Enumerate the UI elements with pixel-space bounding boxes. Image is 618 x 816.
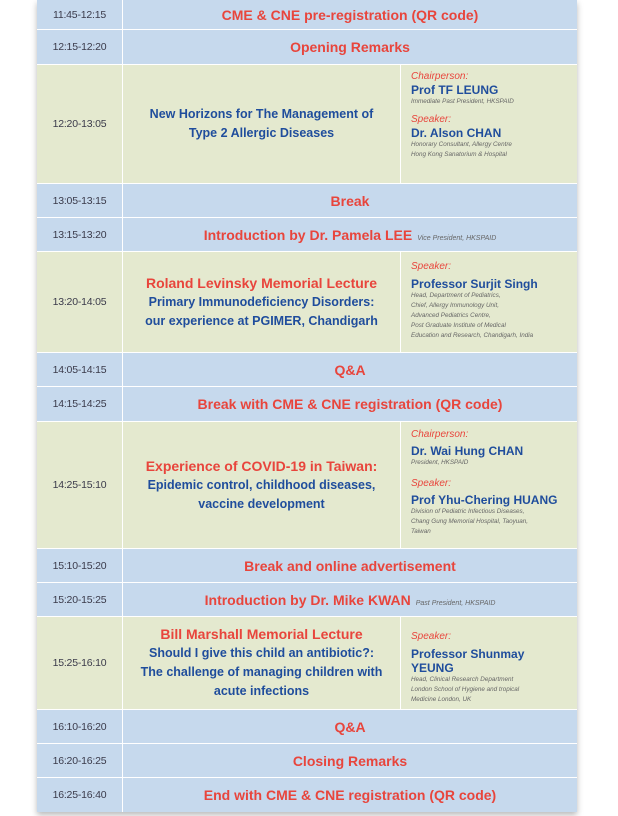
schedule-row [37, 583, 577, 616]
schedule-row [37, 778, 577, 812]
time-cell: 16:20-16:25 [52, 754, 107, 767]
speaker-label: Speaker: [411, 478, 452, 489]
lecture-name: Bill Marshall Memorial Lecture [160, 626, 363, 642]
people-info [401, 65, 577, 183]
time-cell: 15:25-16:10 [52, 657, 107, 669]
time-cell: 15:20-15:25 [52, 593, 107, 606]
session-title: Opening Remarks [290, 39, 410, 55]
chair-label: Chairperson: [411, 429, 469, 440]
time-cell: 16:25-16:40 [52, 789, 107, 801]
speaker-name: Prof Yhu-Chering HUANG [411, 493, 558, 507]
intro-subtitle: Vice President, HKSPAID [417, 235, 497, 242]
time-cell: 11:45-12:15 [52, 8, 107, 21]
schedule-row [37, 617, 577, 709]
time-cell: 12:15-12:20 [52, 41, 107, 53]
speaker-desc: Head, Department of Pediatrics, [411, 292, 501, 299]
time-cell: 15:10-15:20 [52, 559, 107, 572]
chair-desc: President, HKSPAID [411, 459, 469, 466]
people-info [401, 422, 577, 548]
speaker-desc: Education and Research, Chandigarh, India [411, 332, 534, 339]
chair-name: Prof TF LEUNG [411, 83, 499, 97]
speaker-name: Professor Surjit Singh [411, 277, 538, 291]
speaker-label: Speaker: [411, 631, 452, 642]
session-title: Break with CME & CNE registration (QR code) [197, 396, 503, 412]
session-title: Closing Remarks [292, 752, 408, 769]
schedule-row [37, 0, 577, 29]
speaker-name: Professor Shunmay YEUNG [411, 647, 525, 675]
speaker-desc: Division of Pediatric Infectious Diseases, [411, 508, 525, 515]
time-cell: 14:15-14:25 [52, 398, 107, 410]
speaker-desc: Honorary Consultant, Allergy Centre [411, 141, 512, 148]
speaker-label: Speaker: [411, 114, 452, 125]
title-line: Primary Immunodeficiency Disorders: [148, 294, 375, 309]
intro-text: Introduction by Dr. Pamela LEE [203, 226, 413, 243]
intro-text: Introduction by Dr. Mike KWAN [204, 591, 411, 608]
session-title: Q&A [334, 718, 366, 735]
session-title [123, 65, 400, 183]
chair-name: Dr. Wai Hung CHAN [411, 444, 524, 458]
session-title: End with CME & CNE registration (QR code) [203, 787, 497, 803]
time-cell: 14:05-14:15 [52, 363, 107, 376]
schedule-row [37, 549, 577, 582]
session-title: Break and online advertisement [244, 557, 456, 574]
time-cell: 16:10-16:20 [52, 720, 107, 733]
people-info [401, 252, 577, 352]
title-line: Should I give this child an antibiotic?: [148, 646, 374, 660]
title-line: Epidemic control, childhood diseases, [147, 477, 376, 492]
schedule-row [37, 744, 577, 777]
lecture-name: Experience of COVID-19 in Taiwan: [145, 457, 378, 474]
chair-label: Chairperson: [411, 71, 469, 82]
speaker-desc: Taiwan [411, 528, 431, 535]
session-title: Break [330, 192, 370, 209]
schedule-row [37, 353, 577, 386]
session-title: CME & CNE pre-registration (QR code) [221, 6, 479, 23]
session-title [123, 218, 577, 251]
speaker-name: Dr. Alson CHAN [411, 126, 502, 140]
speaker-desc: Post Graduate Institute of Medical [411, 322, 506, 329]
schedule-row [37, 218, 577, 251]
schedule-row [37, 184, 577, 217]
schedule-row [37, 387, 577, 421]
speaker-desc: Advanced Pediatrics Centre, [411, 312, 491, 319]
title-line: vaccine development [198, 496, 325, 511]
speaker-desc: Hong Kong Sanatorium & Hospital [411, 151, 507, 158]
speaker-desc: Head, Clinical Research Department [411, 676, 514, 683]
time-cell: 12:20-13:05 [52, 118, 107, 130]
programme-table [37, 0, 577, 812]
session-title [123, 252, 400, 352]
speaker-desc: Medicine London, UK [411, 696, 472, 703]
chair-desc: Immediate Past President, HKSPAID [411, 98, 514, 105]
session-title [123, 583, 577, 616]
schedule-row [37, 65, 577, 183]
speaker-desc: London School of Hygiene and tropical [411, 686, 520, 693]
session-title: Q&A [334, 361, 366, 378]
session-title [123, 617, 400, 709]
title-line: our experience at PGIMER, Chandigarh [145, 313, 378, 328]
title-line: Type 2 Allergic Diseases [188, 126, 335, 140]
speaker-label: Speaker: [411, 261, 452, 272]
speaker-desc: Chang Gung Memorial Hospital, Taoyuan, [411, 518, 529, 525]
schedule-row [37, 252, 577, 352]
speaker-desc: Chief, Allergy Immunology Unit, [411, 302, 499, 309]
schedule-row [37, 422, 577, 548]
lecture-name: Roland Levinsky Memorial Lecture [145, 274, 378, 291]
people-info [401, 617, 577, 709]
time-cell: 13:05-13:15 [52, 194, 107, 207]
time-cell: 14:25-15:10 [52, 479, 107, 491]
time-cell: 13:15-13:20 [52, 228, 107, 241]
schedule-row [37, 710, 577, 743]
title-line: acute infections [213, 684, 310, 698]
title-line: The challenge of managing children with [140, 665, 383, 679]
schedule-row [37, 30, 577, 64]
time-cell: 13:20-14:05 [52, 296, 107, 308]
title-line: New Horizons for The Management of [149, 107, 374, 121]
intro-subtitle: Past President, HKSPAID [415, 600, 496, 607]
session-title [123, 422, 400, 548]
